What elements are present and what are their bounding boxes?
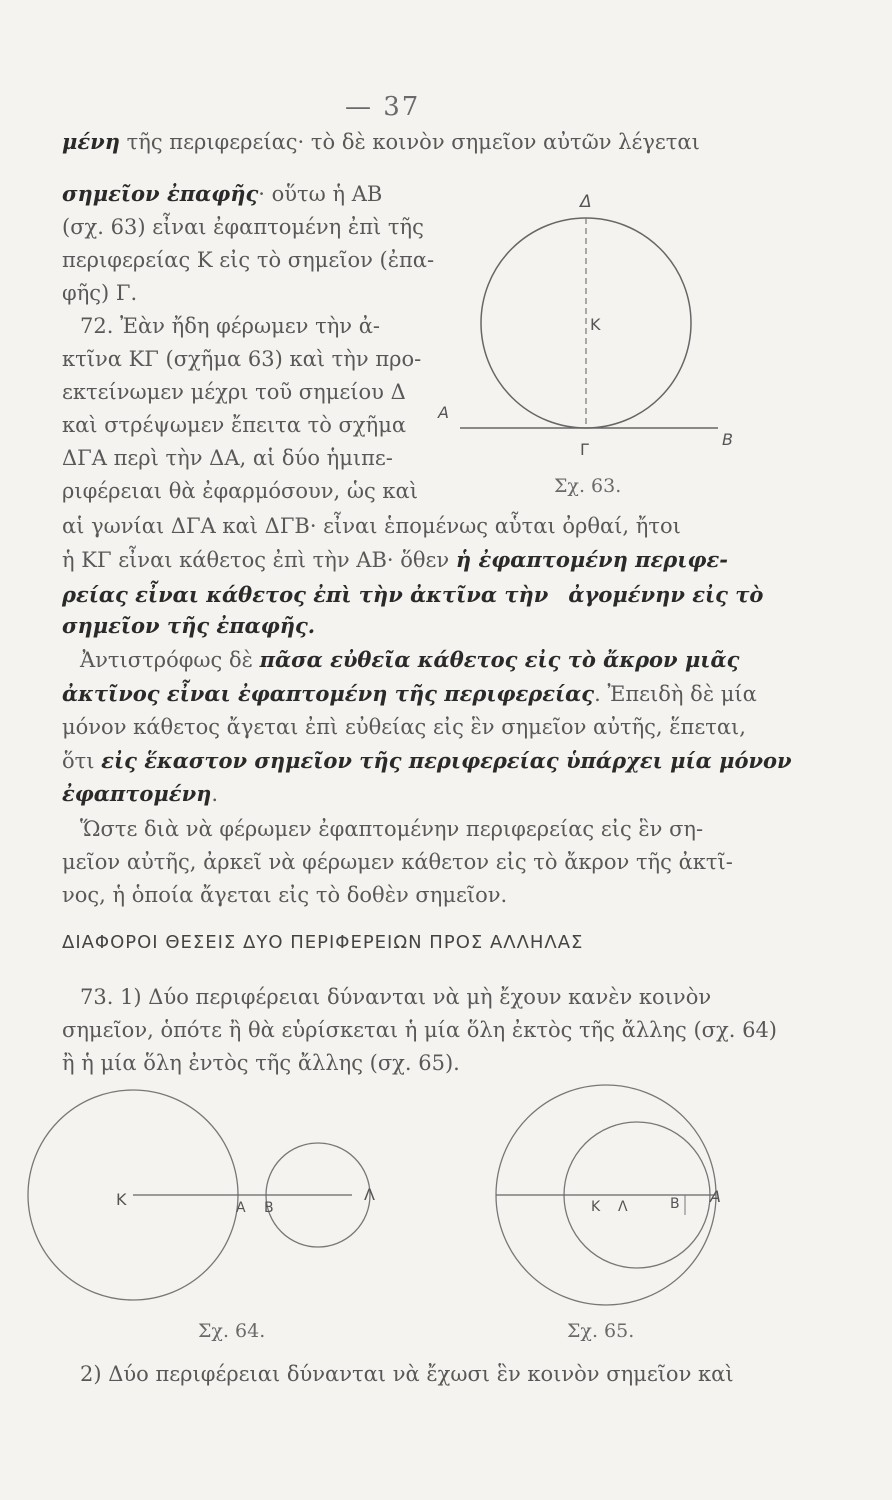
text-line: ΔΓΑ περὶ τὴν ΔΑ, αἱ δύο ἡμιπε- bbox=[62, 446, 393, 470]
text-line: ρείας εἶναι κάθετος ἐπὶ τὴν ἀκτῖνα τὴν ἀγομένην εἰς τὸ bbox=[62, 582, 764, 607]
text-line: ἡ ΚΓ εἶναι κάθετος ἐπὶ τὴν ΑΒ· ὅθεν ἡ ἐφαπτομένη περιφε- bbox=[62, 547, 728, 572]
fig65-label-b: Β bbox=[670, 1196, 680, 1212]
text-line: εκτείνωμεν μέχρι τοῦ σημείου Δ bbox=[62, 380, 406, 404]
text-line: αἱ γωνίαι ΔΓΑ καὶ ΔΓΒ· εἶναι ἑπομένως αὗται ὀρθαί, ἤτοι bbox=[62, 514, 681, 538]
fig65-label-k: Κ bbox=[591, 1199, 601, 1215]
text-line: ὅτι εἰς ἕκαστον σημεῖον τῆς περιφερείας ὑπάρχει μία μόνον bbox=[62, 748, 792, 773]
text-line: Ὥστε διὰ νὰ φέρωμεν ἐφαπτομένην περιφερείας εἰς ἓν ση- bbox=[80, 817, 704, 841]
fig64-caption: Σχ. 64. bbox=[198, 1320, 266, 1342]
text-line: μόνον κάθετος ἄγεται ἐπὶ εὐθείας εἰς ἓν σημεῖον αὐτῆς, ἕπεται, bbox=[62, 715, 746, 739]
fig63-label-d: Δ bbox=[580, 192, 592, 212]
fig64-label-l: Λ bbox=[364, 1185, 375, 1204]
text-line: Ἀντιστρόφως δὲ πᾶσα εὐθεῖα κάθετος εἰς τὸ ἄκρον μιᾶς bbox=[80, 647, 740, 672]
text-line: περιφερείας Κ εἰς τὸ σημεῖον (ἐπα- bbox=[62, 248, 435, 272]
text-line: ἀκτῖνος εἶναι ἐφαπτομένη τῆς περιφερείας. Ἐπειδὴ δὲ μία bbox=[62, 681, 757, 706]
section-heading: ΔΙΑΦΟΡΟΙ ΘΕΣΕΙΣ ΔΥΟ ΠΕΡΙΦΕΡΕΙΩΝ ΠΡΟΣ ΑΛΛΗΛΑΣ bbox=[62, 932, 584, 953]
fig63-label-k: Κ bbox=[590, 315, 601, 334]
text-line: μεῖον αὐτῆς, ἀρκεῖ νὰ φέρωμεν κάθετον εἰς τὸ ἄκρον τῆς ἀκτῖ- bbox=[62, 850, 733, 874]
fig63-caption: Σχ. 63. bbox=[554, 475, 622, 497]
text-line: σημεῖον τῆς ἐπαφῆς. bbox=[62, 613, 316, 638]
text-line: σημεῖον, ὁπότε ἢ θὰ εὑρίσκεται ἡ μία ὅλη ἐκτὸς τῆς ἄλλης (σχ. 64) bbox=[62, 1018, 777, 1042]
text-line: κτῖνα ΚΓ (σχῆμα 63) καὶ τὴν προ- bbox=[62, 347, 422, 371]
text-line: μένη τῆς περιφερείας· τὸ δὲ κοινὸν σημεῖον αὐτῶν λέγεται bbox=[62, 129, 700, 154]
fig64-label-a: Α bbox=[236, 1200, 246, 1216]
fig63-label-a: Α bbox=[438, 403, 449, 422]
text-line: (σχ. 63) εἶναι ἐφαπτομένη ἐπὶ τῆς bbox=[62, 215, 424, 239]
text-line: 73. 1) Δύο περιφέρειαι δύνανται νὰ μὴ ἔχουν κανὲν κοινὸν bbox=[80, 985, 712, 1009]
text-line: σημεῖον ἐπαφῆς· οὕτω ἡ ΑΒ bbox=[62, 181, 383, 206]
fig65-label-a: Α bbox=[710, 1187, 721, 1206]
page-number: — 37 bbox=[345, 92, 421, 122]
fig63-label-b: Β bbox=[722, 430, 733, 449]
text-line: καὶ στρέψωμεν ἔπειτα τὸ σχῆμα bbox=[62, 413, 407, 437]
text-line: φῆς) Γ. bbox=[62, 281, 138, 305]
text-line: 72. Ἐὰν ἤδη φέρωμεν τὴν ἀ- bbox=[80, 314, 381, 338]
fig65-label-l: Λ bbox=[618, 1199, 628, 1215]
fig64-label-k: Κ bbox=[116, 1190, 127, 1209]
text-line: ἐφαπτομένη. bbox=[62, 781, 219, 806]
text-line: 2) Δύο περιφέρειαι δύνανται νὰ ἔχωσι ἓν κοινὸν σημεῖον καὶ bbox=[80, 1362, 734, 1386]
fig65-caption: Σχ. 65. bbox=[567, 1320, 635, 1342]
text-line: ἢ ἡ μία ὅλη ἐντὸς τῆς ἄλλης (σχ. 65). bbox=[62, 1051, 460, 1075]
fig64-label-b: Β bbox=[264, 1200, 274, 1216]
text-line: νος, ἡ ὁποία ἄγεται εἰς τὸ δοθὲν σημεῖον. bbox=[62, 883, 508, 907]
text-line: ριφέρειαι θὰ ἐφαρμόσουν, ὡς καὶ bbox=[62, 479, 418, 503]
fig63-label-g: Γ bbox=[580, 440, 589, 459]
